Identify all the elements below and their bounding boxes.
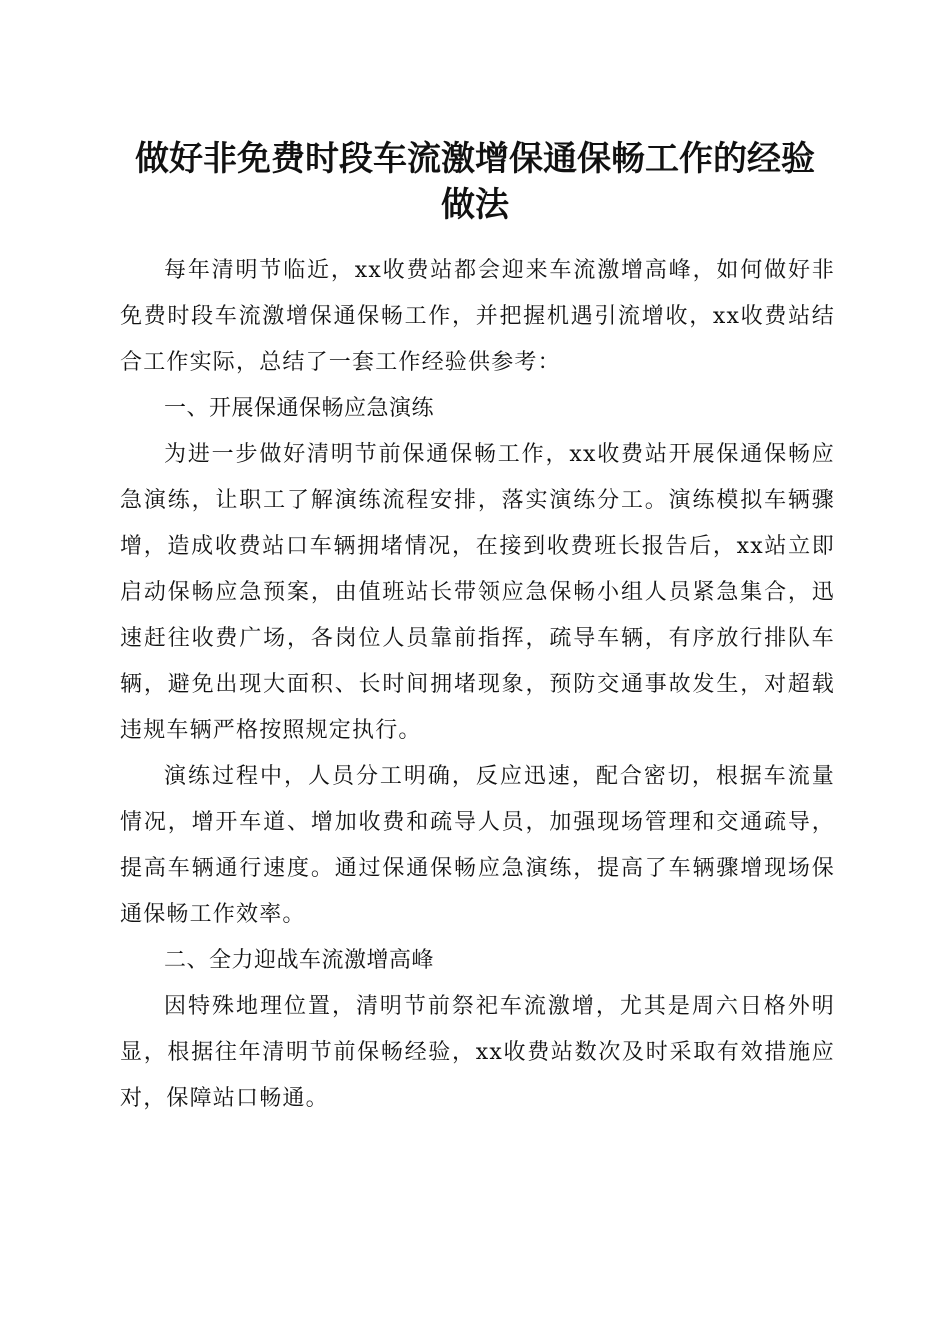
document-body bbox=[120, 248, 835, 1122]
section-1-paragraph-2: 演练过程中，人员分工明确，反应迅速，配合密切，根据车流量情况，增开车道、增加收费和疏导人员，加强现场管理和交通疏导，提高车辆通行速度。通过保通保畅应急演练，提高了车辆骤增现场保通保畅工作效率。 bbox=[120, 764, 835, 927]
section-heading-1: 一、开展保通保畅应急演练 bbox=[164, 396, 435, 421]
section-heading-2: 二、全力迎战车流激增高峰 bbox=[164, 948, 435, 973]
section-2-paragraph-1: 因特殊地理位置，清明节前祭祀车流激增，尤其是周六日格外明显，根据往年清明节前保畅经验，xx收费站数次及时采取有效措施应对，保障站口畅通。 bbox=[120, 994, 835, 1111]
document-title-line-2: 做法 bbox=[441, 185, 509, 225]
intro-paragraph: 每年清明节临近，xx收费站都会迎来车流激增高峰，如何做好非免费时段车流激增保通保畅工作，并把握机遇引流增收，xx收费站结合工作实际，总结了一套工作经验供参考： bbox=[120, 258, 835, 375]
document-title-line-1: 做好非免费时段车流激增保通保畅工作的经验 bbox=[135, 139, 815, 179]
section-1-paragraph-1: 为进一步做好清明节前保通保畅工作，xx收费站开展保通保畅应急演练，让职工了解演练流程安排，落实演练分工。演练模拟车辆骤增，造成收费站口车辆拥堵情况，在接到收费班长报告后，xx站立即启动保畅应急预案，由值班站长带领应急保畅小组人员紧急集合，迅速赶往收费广场，各岗位人员靠前指挥，疏导车辆，有序放行排队车辆，避免出现大面积、长时间拥堵现象，预防交通事故发生，对超载违规车辆严格按照规定执行。 bbox=[120, 442, 835, 743]
